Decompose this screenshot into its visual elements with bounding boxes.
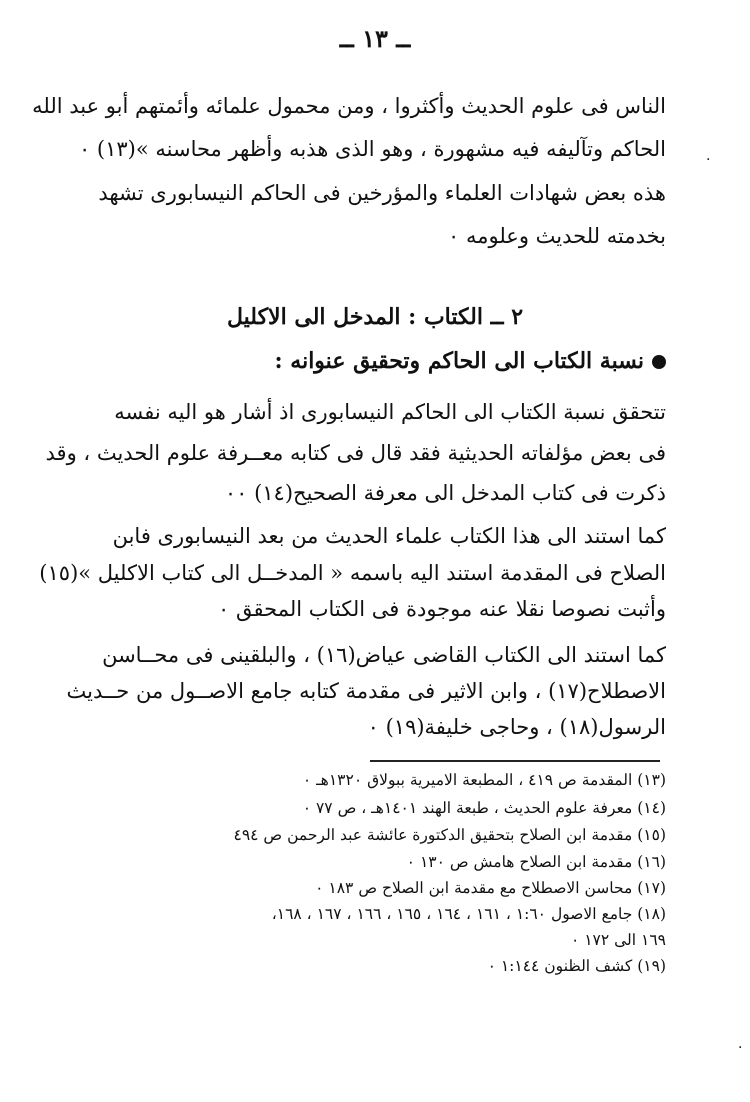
paragraph-2-line-2: بخدمته للحديث وعلومه ٠ [448, 224, 666, 248]
margin-dot: . [706, 148, 711, 164]
paragraph-3-line-1: تتحقق نسبة الكتاب الى الحاكم النيسابورى اذ أشار هو اليه نفسه [114, 400, 666, 424]
sub-heading-text: نسبة الكتاب الى الحاكم وتحقيق عنوانه : [274, 348, 644, 374]
paragraph-5-line-1: كما استند الى الكتاب القاضى عياض(١٦) ، والبلقينى فى محــاسن [102, 643, 666, 667]
footnote-18: (١٨) جامع الاصول ١:٦٠ ، ١٦١ ، ١٦٤ ، ١٦٥ ، ١٦٦ ، ١٦٧ ، ١٦٨، [271, 905, 666, 923]
paragraph-4-line-2: الصلاح فى المقدمة استند اليه باسمه « المدخــل الى كتاب الاكليل »(١٥) [39, 561, 666, 585]
paragraph-5-line-3: الرسول(١٨) ، وحاجى خليفة(١٩) ٠ [367, 715, 666, 739]
paragraph-4-line-1: كما استند الى هذا الكتاب علماء الحديث من بعد النيسابورى فابن [112, 524, 666, 548]
bullet-icon [652, 355, 666, 369]
paragraph-1-line-1: الناس فى علوم الحديث وأكثروا ، ومن محمول علمائه وأئمتهم أبو عبد الله [32, 94, 666, 118]
paragraph-1-line-2: الحاكم وتآليفه فيه مشهورة ، وهو الذى هذبه وأظهر محاسنه »(١٣) ٠ [78, 137, 666, 161]
paragraph-2-line-1: هذه بعض شهادات العلماء والمؤرخين فى الحاكم النيسابورى تشهد [98, 181, 666, 205]
footnote-divider [370, 760, 660, 762]
footnote-15: (١٥) مقدمة ابن الصلاح بتحقيق الدكتورة عائشة عبد الرحمن ص ٤٩٤ [233, 826, 666, 844]
sub-heading [275, 346, 667, 376]
footnote-17: (١٧) محاسن الاصطلاح مع مقدمة ابن الصلاح ص ١٨٣ ٠ [315, 879, 666, 897]
paragraph-5-line-2: الاصطلاح(١٧) ، وابن الاثير فى مقدمة كتابه جامع الاصــول من حــديث [66, 679, 666, 703]
footnote-19: (١٩) كشف الظنون ١:١٤٤ ٠ [487, 957, 666, 975]
footnote-14: (١٤) معرفة علوم الحديث ، طبعة الهند ١٤٠١هـ ، ص ٧٧ ٠ [302, 799, 666, 817]
paragraph-3-line-2: فى بعض مؤلفاته الحديثية فقد قال فى كتابه معــرفة علوم الحديث ، وقد [45, 441, 666, 465]
page-number: ــ ١٣ ــ [339, 24, 411, 53]
footnote-16: (١٦) مقدمة ابن الصلاح هامش ص ١٣٠ ٠ [406, 853, 666, 871]
paragraph-4-line-3: وأثبت نصوصا نقلا عنه موجودة فى الكتاب المحقق ٠ [218, 597, 666, 621]
section-heading: ٢ ــ الكتاب : المدخل الى الاكليل [226, 304, 524, 330]
footnote-13: (١٣) المقدمة ص ٤١٩ ، المطبعة الاميرية ببولاق ١٣٢٠هـ ٠ [302, 771, 666, 789]
footnote-18-continued: ١٦٩ الى ١٧٢ ٠ [570, 931, 666, 949]
paragraph-3-line-3: ذكرت فى كتاب المدخل الى معرفة الصحيح(١٤) ٠٠ [224, 481, 666, 505]
margin-mark: · [738, 1040, 743, 1056]
